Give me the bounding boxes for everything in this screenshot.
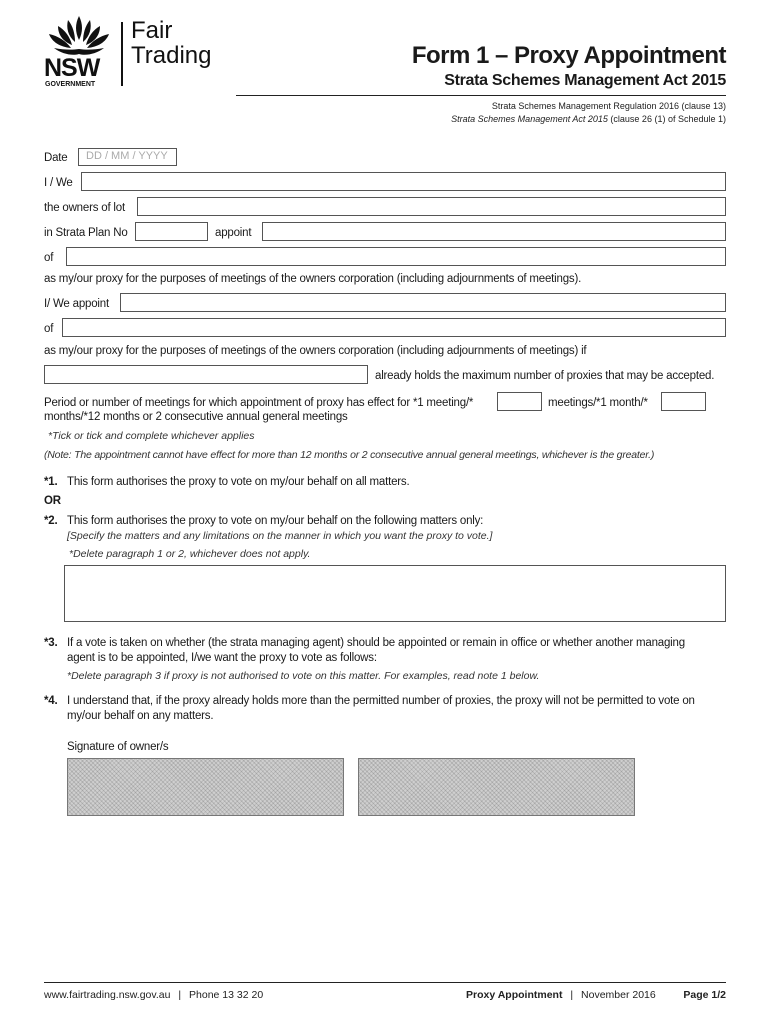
footer-separator: | — [178, 989, 182, 1001]
proxy-holder-field[interactable] — [44, 365, 368, 384]
footer-website-link[interactable]: www.fairtrading.nsw.gov.au — [44, 989, 171, 1001]
waratah-icon — [44, 14, 114, 58]
footer-form-name: Proxy Appointment — [466, 989, 563, 1001]
appointee-address-field[interactable] — [66, 247, 726, 266]
footer-page-number: Page 1/2 — [683, 989, 726, 1001]
fair-word: Fair — [131, 17, 173, 44]
strata-plan-field[interactable] — [135, 222, 208, 241]
clause-2-number: *2. — [44, 515, 58, 527]
meetings-count-field[interactable] — [497, 392, 542, 411]
act-reference — [451, 114, 726, 124]
iwe-appoint-label: I/ We appoint — [44, 298, 109, 310]
clause-3-line-2: agent is to be appointed, I/we want the proxy to vote as follows: — [67, 652, 377, 664]
proxy-purpose-text: as my/our proxy for the purposes of meetings of the owners corporation (including adjournments of meetings). — [44, 273, 582, 285]
duration-note: (Note: The appointment cannot have effect for more than 12 months or 2 consecutive annual general meetings, whichever is the greater.) — [44, 449, 655, 461]
regulation-reference: Strata Schemes Management Regulation 2016 (clause 13) — [491, 101, 726, 111]
clause-3-note: *Delete paragraph 3 if proxy is not authorised to vote on this matter. For examples, read note 1 below. — [67, 670, 540, 682]
signature-label: Signature of owner/s — [67, 741, 169, 753]
proxy-if-text: as my/our proxy for the purposes of meetings of the owners corporation (including adjournments of meetings) if — [44, 345, 587, 357]
substitute-address-field[interactable] — [62, 318, 726, 337]
page-title: Form 1 – Proxy Appointment — [411, 42, 726, 69]
footer-date: November 2016 — [581, 989, 656, 1001]
period-text-c: months/*12 months or 2 consecutive annual general meetings — [44, 411, 348, 423]
trading-word: Trading — [131, 42, 212, 69]
act-reference-rest: (clause 26 (1) of Schedule 1) — [607, 114, 726, 124]
act-reference-italic: Strata Schemes Management Act 2015 — [451, 114, 608, 124]
of-label: of — [44, 252, 54, 264]
strata-plan-label: in Strata Plan No — [44, 227, 128, 239]
clause-3-line-1: If a vote is taken on whether (the strata managing agent) should be appointed or remain in office or whether another managing — [67, 637, 685, 649]
period-text-a: Period or number of meetings for which appointment of proxy has effect for *1 meeting/* — [44, 397, 474, 409]
page-subtitle: Strata Schemes Management Act 2015 — [444, 72, 726, 89]
clause-4-line-2: my/our behalf on any matters. — [67, 710, 214, 722]
nsw-wordmark: NSW — [44, 54, 100, 82]
clause-3-number: *3. — [44, 637, 58, 649]
government-wordmark: GOVERNMENT — [45, 81, 96, 88]
iwe-label: I / We — [44, 177, 73, 189]
footer-right — [466, 989, 656, 1001]
date-label: Date — [44, 152, 68, 164]
clause-1-number: *1. — [44, 476, 58, 488]
tick-note: *Tick or tick and complete whichever applies — [48, 430, 255, 442]
months-count-field[interactable] — [661, 392, 706, 411]
clause-4-number: *4. — [44, 695, 58, 707]
period-text-b: meetings/*1 month/* — [548, 397, 648, 409]
date-field[interactable] — [78, 148, 177, 166]
clause-2-text: This form authorises the proxy to vote on my/our behalf on the following matters only: — [67, 515, 484, 527]
signature-box-1[interactable] — [67, 758, 344, 816]
matters-textarea[interactable] — [64, 565, 726, 622]
signature-box-2[interactable] — [358, 758, 635, 816]
footer-rule — [44, 982, 726, 983]
substitute-appointee-field[interactable] — [120, 293, 726, 312]
owner-name-field[interactable] — [81, 172, 726, 191]
footer-phone: Phone 13 32 20 — [189, 989, 264, 1001]
lot-number-field[interactable] — [137, 197, 726, 216]
owners-of-lot-label: the owners of lot — [44, 202, 125, 214]
of-label-2: of — [44, 323, 54, 335]
appoint-label: appoint — [215, 227, 252, 239]
clause-2-note-specify: [Specify the matters and any limitations on the manner in which you want the proxy to vote.] — [67, 530, 493, 542]
clause-2-note-delete: *Delete paragraph 1 or 2, whichever does not apply. — [69, 548, 311, 560]
clause-1-text: This form authorises the proxy to vote on my/our behalf on all matters. — [67, 476, 410, 488]
nsw-logo — [44, 14, 114, 90]
date-placeholder: DD / MM / YYYY — [86, 150, 168, 162]
or-separator: OR — [44, 495, 61, 507]
clause-4-line-1: I understand that, if the proxy already holds more than the permitted number of proxies, the proxy will not be permitted to vote on — [67, 695, 695, 707]
footer-left — [44, 989, 263, 1001]
footer-separator-2: | — [570, 989, 574, 1001]
header-rule — [236, 95, 726, 96]
already-holds-text: already holds the maximum number of proxies that may be accepted. — [375, 370, 715, 382]
fair-trading-wordmark — [131, 18, 211, 68]
logo-divider — [121, 22, 123, 86]
appointee-field[interactable] — [262, 222, 726, 241]
